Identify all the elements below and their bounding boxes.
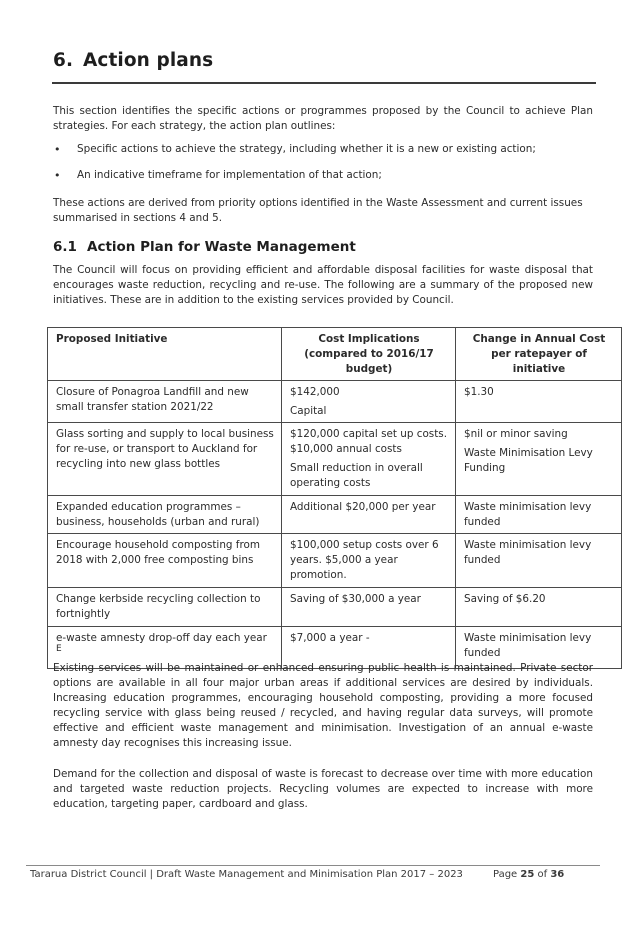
existing-services-paragraph: Existing services will be maintained or enhanced ensuring public health is maintained. Private sector options are available in all four major urban areas if additional services are desired by individuals. Increasing education programmes, encouraging household composting, providing a more focused recycling service with glass being reused / recycled, and having regular data surveys, will promote effective and efficient waste management and minimisation. Investigation of an annual e-waste amnesty day recognises this increasing issue. [53, 662, 593, 749]
bullet-icon: • [54, 169, 61, 182]
page-number [493, 869, 564, 880]
initiative-text: Encourage household composting from 2018 with 2,000 free composting bins [56, 539, 260, 566]
bullet-list [53, 142, 593, 194]
table-row [48, 588, 622, 627]
change-text: Waste minimisation levy funded [464, 501, 592, 528]
subsection-number: 6.1 [53, 239, 77, 255]
cell-change [456, 381, 622, 423]
footer-title: Tararua District Council | Draft Waste Management and Minimisation Plan 2017 – 2023 [30, 869, 463, 880]
table-row [48, 381, 622, 423]
cell-initiative [48, 534, 282, 588]
cost-text: Saving of $30,000 a year [290, 593, 421, 605]
header-initiative: Proposed Initiative [48, 328, 282, 381]
section-title: Action plans [83, 50, 214, 71]
page-of: of [537, 869, 548, 880]
cost-text: $7,000 a year - [290, 632, 370, 644]
initiative-text: Change kerbside recycling collection to fortnightly [56, 593, 261, 620]
page-total: 36 [550, 869, 565, 880]
subsection-intro: The Council will focus on providing efficient and affordable disposal facilities for waste disposal that encourages waste reduction, recycling and re-use. The following are a summary of the proposed new initiatives. These are in addition to the existing services provided by Council. [53, 264, 593, 306]
bullet-text: Specific actions to achieve the strategy, including whether it is a new or existing action; [77, 143, 536, 155]
page-current: 25 [520, 869, 535, 880]
cell-cost [282, 588, 456, 627]
cost-text: $142,000 [290, 386, 340, 398]
cell-initiative [48, 381, 282, 423]
demand-paragraph: Demand for the collection and disposal of waste is forecast to decrease over time with more education and targeted waste reduction projects. Recycling volumes are expected to increase with more education, targeting paper, cardboard and glass. [53, 768, 593, 810]
subsection-title: Action Plan for Waste Management [87, 239, 356, 255]
cost-text: Capital [290, 405, 327, 417]
section-number: 6. [53, 50, 74, 71]
change-text: Waste minimisation levy funded [464, 632, 592, 659]
header-cost: Cost Implications (compared to 2016/17 budget) [282, 328, 456, 381]
table-row [48, 423, 622, 496]
cell-change [456, 588, 622, 627]
cell-cost [282, 423, 456, 496]
page-prefix: Page [493, 869, 518, 880]
footer-rule [26, 865, 600, 866]
initiative-text: Closure of Ponagroa Landfill and new small transfer station 2021/22 [56, 386, 249, 413]
initiative-text: Expanded education programmes – business, households (urban and rural) [56, 501, 260, 528]
initiative-text: Glass sorting and supply to local business for re-use, or transport to Auckland for recycling into new glass bottles [56, 428, 274, 470]
cell-change [456, 534, 622, 588]
subsection-heading [53, 239, 356, 255]
bullet-item [53, 142, 593, 168]
change-text: Waste Minimisation Levy Funding [464, 447, 593, 474]
bullet-text: An indicative timeframe for implementation of that action; [77, 169, 382, 181]
change-text: Waste minimisation levy funded [464, 539, 592, 566]
cost-text: $120,000 capital set up costs. $10,000 annual costs [290, 428, 448, 455]
header-change: Change in Annual Cost per ratepayer of initiative [456, 328, 622, 381]
bullet-item [53, 168, 593, 194]
bullet-icon: • [54, 143, 61, 156]
cost-text: Small reduction in overall operating costs [290, 462, 423, 489]
derived-paragraph: These actions are derived from priority options identified in the Waste Assessment and current issues summarised in sections 4 and 5. [53, 197, 583, 224]
action-plan-table [47, 327, 622, 669]
table-row [48, 496, 622, 534]
cell-note: E [56, 644, 62, 654]
cell-change [456, 423, 622, 496]
cell-cost [282, 534, 456, 588]
intro-paragraph: This section identifies the specific actions or programmes proposed by the Council to achieve Plan strategies. For each strategy, the action plan outlines: [53, 105, 593, 132]
change-text: Saving of $6.20 [464, 593, 546, 605]
section-heading [53, 50, 213, 71]
change-text: $nil or minor saving [464, 428, 568, 440]
initiative-text: e-waste amnesty drop-off day each year [56, 632, 267, 644]
cell-change [456, 496, 622, 534]
cell-initiative [48, 423, 282, 496]
heading-rule [52, 82, 596, 84]
cost-text: $100,000 setup costs over 6 years. $5,000 a year promotion. [290, 539, 439, 581]
cell-cost [282, 496, 456, 534]
cell-cost [282, 381, 456, 423]
cost-text: Additional $20,000 per year [290, 501, 436, 513]
cell-initiative [48, 588, 282, 627]
table-row [48, 534, 622, 588]
cell-initiative [48, 496, 282, 534]
change-text: $1.30 [464, 386, 494, 398]
table-header-row [48, 328, 622, 381]
